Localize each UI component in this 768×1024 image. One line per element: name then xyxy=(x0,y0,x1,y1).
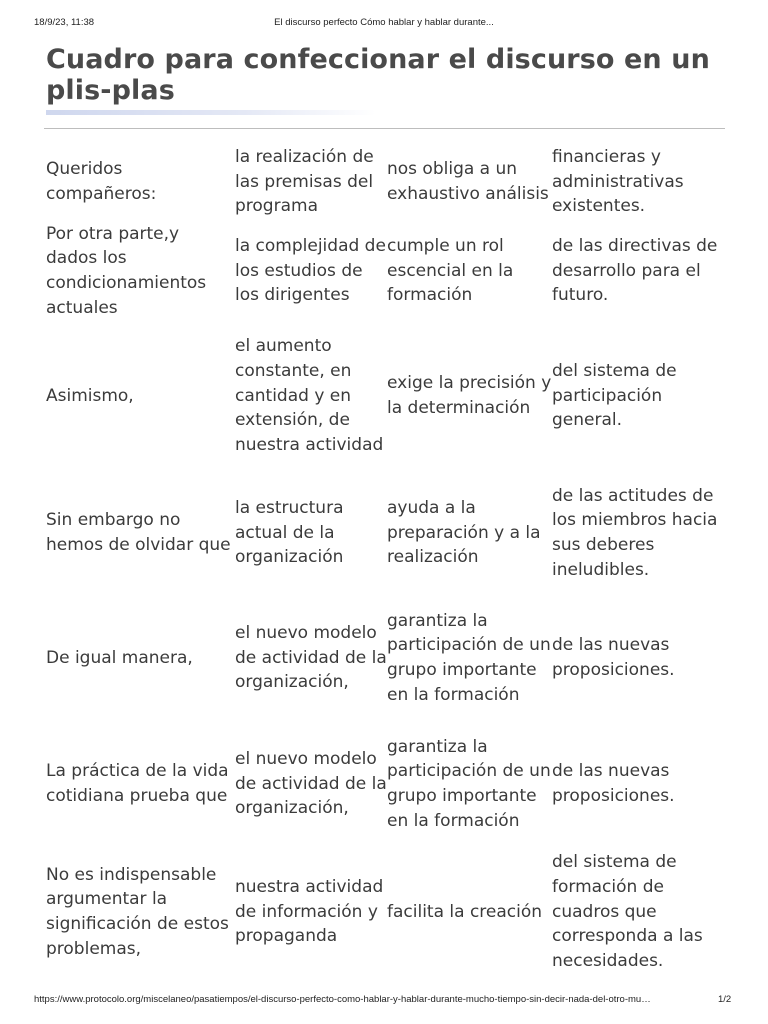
divider xyxy=(44,128,725,129)
table-cell: el aumento constante, en cantidad y en extensión, de nuestra actividad xyxy=(235,336,384,456)
table-cell: la complejidad de los estudios de los dirigentes xyxy=(235,235,386,306)
print-doc-title: El discurso perfecto Cómo hablar y hablar durante... xyxy=(274,17,494,28)
table-cell: financieras y administrativas existentes. xyxy=(552,146,684,217)
table-row xyxy=(46,595,724,721)
table-row xyxy=(46,847,724,977)
table-cell: Por otra parte,y dados los condicionamientos actuales xyxy=(46,223,207,318)
table-row xyxy=(46,721,724,847)
table-cell: Queridos compañeros: xyxy=(46,159,157,204)
table-cell: garantiza la participación de un grupo importante en la formación xyxy=(387,610,551,705)
table-cell: de las nuevas proposiciones. xyxy=(552,635,675,680)
table-cell: Asimismo, xyxy=(46,385,134,406)
table-cell: la realización de las premisas del programa xyxy=(235,146,374,217)
table-cell: De igual manera, xyxy=(46,647,193,668)
table-cell: del sistema de participación general. xyxy=(552,360,677,431)
table-cell: nuestra actividad de información y propaganda xyxy=(235,876,384,947)
table-cell: el nuevo modelo de actividad de la organización, xyxy=(235,748,387,819)
table-row xyxy=(46,471,724,595)
table-cell: del sistema de formación de cuadros que corresponda a las necesidades. xyxy=(552,852,703,972)
table-cell: exige la precisión y la determinación xyxy=(387,373,552,418)
page-title: Cuadro para confeccionar el discurso en un plis-plas xyxy=(46,44,710,106)
table-cell: de las directivas de desarrollo para el futuro. xyxy=(552,235,718,306)
table-row xyxy=(46,143,724,221)
table-cell: Sin embargo no hemos de olvidar que xyxy=(46,510,231,555)
table-cell: la estructura actual de la organización xyxy=(235,497,344,568)
source-url: https://www.protocolo.org/miscelaneo/pasatiempos/el-discurso-perfecto-como-hablar-y-hablar-durante-mucho-tiempo-sin-decir-nada-del-otro-mu… xyxy=(34,994,651,1005)
title-accent-bar xyxy=(46,110,376,115)
page-number: 1/2 xyxy=(718,994,732,1005)
table-cell: No es indispensable argumentar la significación de estos problemas, xyxy=(46,864,229,959)
print-datetime: 18/9/23, 11:38 xyxy=(34,17,95,28)
table-cell: el nuevo modelo de actividad de la organización, xyxy=(235,622,387,693)
table-cell: ayuda a la preparación y a la realización xyxy=(387,497,541,568)
table-cell: La práctica de la vida cotidiana prueba que xyxy=(46,761,229,806)
print-footer xyxy=(0,994,768,1008)
print-header xyxy=(0,0,768,36)
table-row xyxy=(46,221,724,321)
table-cell: de las nuevas proposiciones. xyxy=(552,761,675,806)
speech-table xyxy=(46,143,724,977)
table-cell: cumple un rol escencial en la formación xyxy=(387,235,514,306)
table-cell: de las actitudes de los miembros hacia sus deberes ineludibles. xyxy=(552,485,718,580)
table-cell: garantiza la participación de un grupo importante en la formación xyxy=(387,736,551,831)
table-cell: facilita la creación xyxy=(387,901,543,922)
table-row xyxy=(46,321,724,471)
table-cell: nos obliga a un exhaustivo análisis xyxy=(387,159,549,204)
